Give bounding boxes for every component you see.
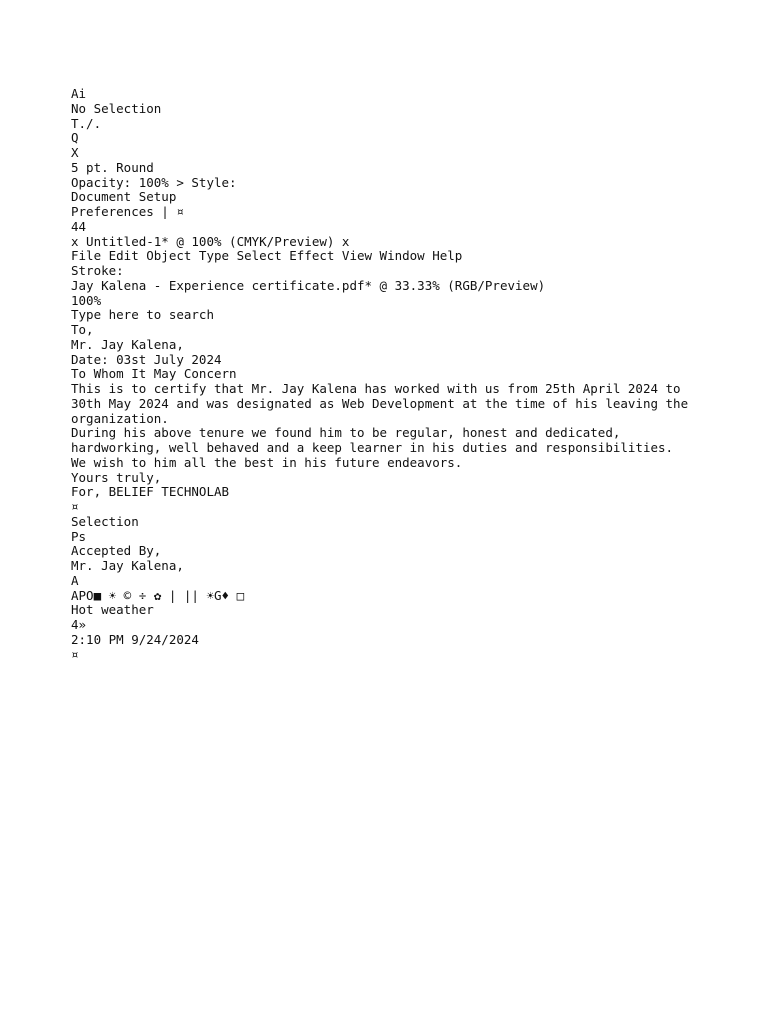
selection-tool[interactable]: Selection [71,513,139,529]
document-setup-button[interactable]: Document Setup [71,189,177,205]
tab-document[interactable]: Jay Kalena - Experience certificate.pdf* @ 33.33% (RGB/Preview) [71,277,546,293]
zoom-level[interactable]: 100% [71,292,102,308]
doc-paragraph2-line1: During his above tenure we found him to be regular, honest and dedicated, [71,425,621,441]
panel-icon[interactable]: ¤ [71,499,79,514]
doc-to-label: To, [71,322,94,337]
doc-paragraph1-line1: This is to certify that Mr. Jay Kalena has worked with us from 25th April 2024 to [71,381,681,396]
accepted-by-label: Accepted By, [71,543,162,559]
doc-closing: Yours truly, [71,469,162,485]
weather-widget[interactable]: Hot weather [71,602,154,618]
taskbar-icons-strip[interactable]: APO■ ☀ © ÷ ✿ | || ☀G♦ □ [71,587,245,603]
stroke-label: Stroke: [71,263,124,278]
doc-recipient: Mr. Jay Kalena, [71,336,184,352]
ocr-text-column [71,87,711,662]
taskbar-app-ps[interactable]: Ps [71,528,87,544]
search-input[interactable]: Type here to search [71,307,214,323]
tool-glyphs[interactable]: T./. [71,115,102,131]
menu-bar[interactable]: File Edit Object Type Select Effect View Window Help [71,248,463,264]
zoom-tool-icon[interactable]: Q [71,130,79,146]
accepted-by-name: Mr. Jay Kalena, [71,558,184,573]
volume-icon[interactable]: 4» [71,617,87,632]
tab-untitled[interactable]: x Untitled-1* @ 100% (CMYK/Preview) x [71,233,350,249]
app-logo: Ai [71,86,87,101]
taskbar-letter[interactable]: A [71,572,79,588]
taskbar-clock[interactable]: 2:10 PM 9/24/2024 [71,631,199,647]
close-icon[interactable]: X [71,145,79,160]
doc-paragraph2-line2: hardworking, well behaved and a keep learner in his duties and responsibilities. [71,440,674,455]
notification-icon[interactable]: ¤ [71,646,79,662]
doc-salutation: To Whom It May Concern [71,366,237,382]
doc-paragraph1-line2: 30th May 2024 and was designated as Web Development at the time of his leaving the [71,395,689,411]
opacity-style-control[interactable]: Opacity: 100% > Style: [71,174,237,190]
doc-date: Date: 03st July 2024 [71,351,222,367]
brush-setting-dropdown[interactable]: 5 pt. Round [71,159,154,175]
zoom-count: 44 [71,218,87,234]
preferences-button[interactable]: Preferences | ¤ [71,204,184,219]
selection-status: No Selection [71,100,162,116]
doc-paragraph1-line3: organization. [71,410,169,426]
doc-company: For, BELIEF TECHNOLAB [71,484,230,500]
doc-paragraph3: We wish to him all the best in his future endeavors. [71,454,463,470]
